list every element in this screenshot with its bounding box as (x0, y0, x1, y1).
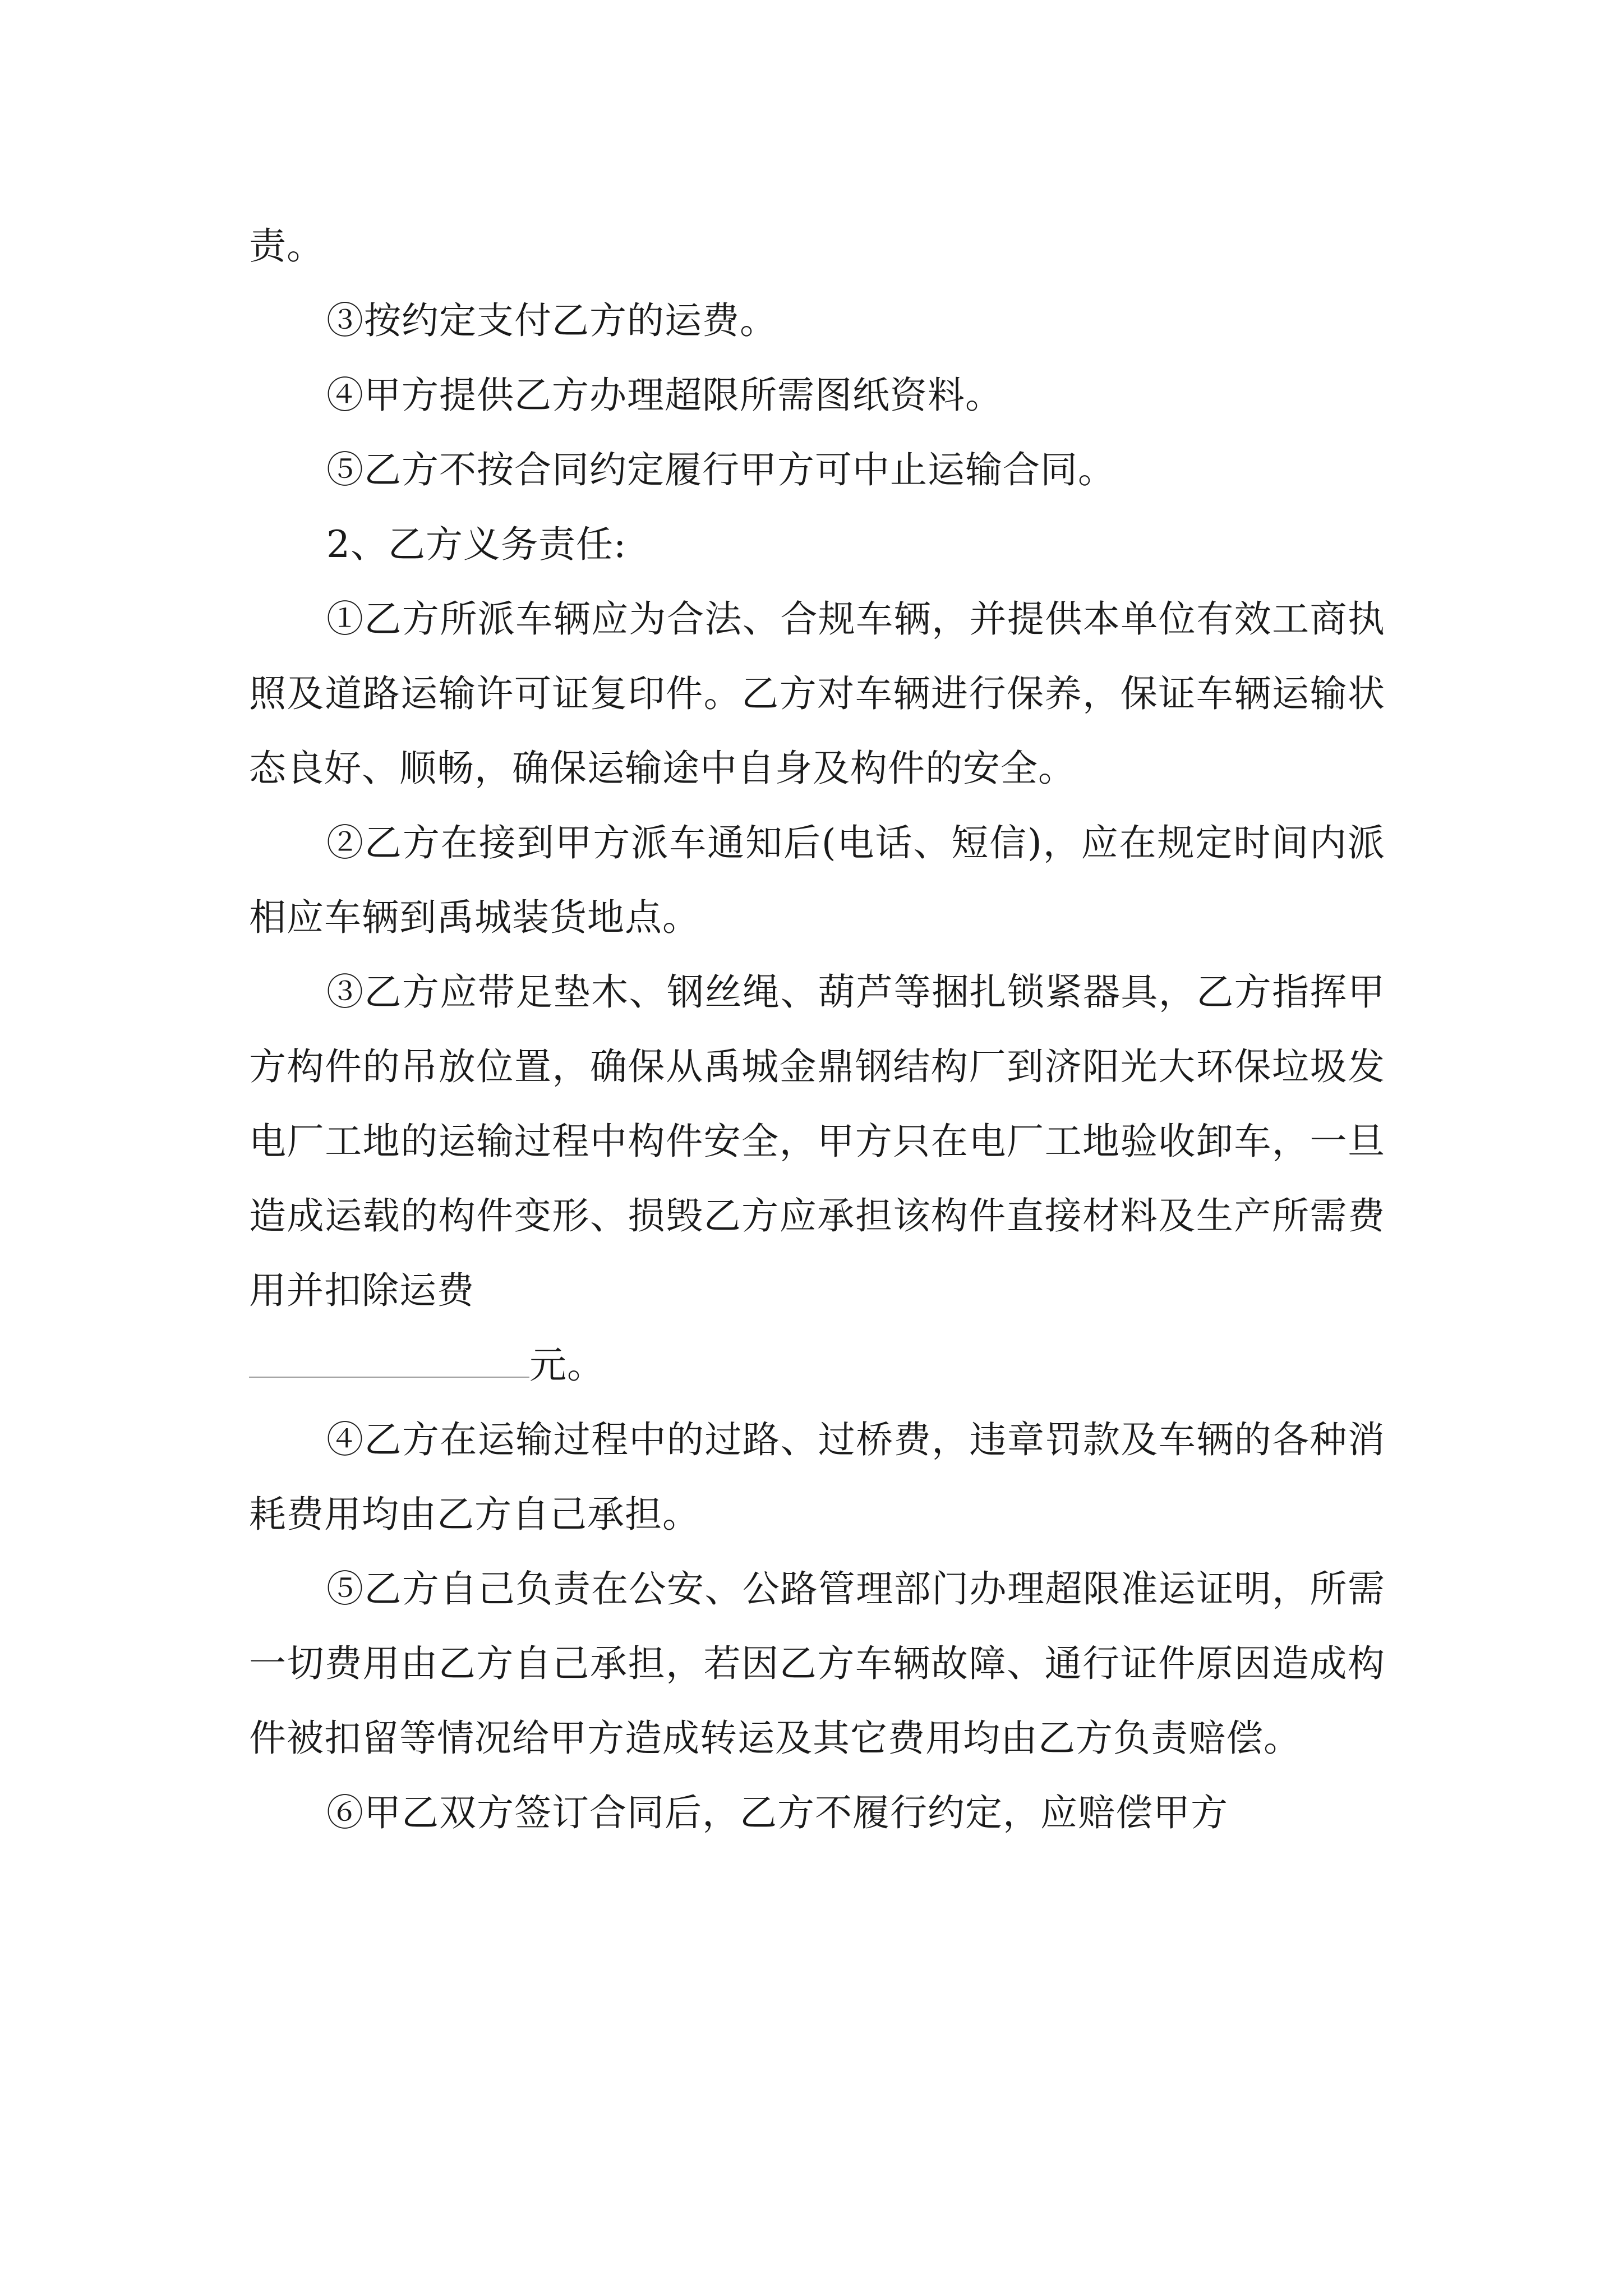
fill-in-blank (249, 1372, 529, 1378)
paragraph-clause-b2-dispatch: ②乙方在接到甲方派车通知后(电话、短信)，应在规定时间内派相应车辆到禹城装货地点。 (249, 821, 1385, 939)
paragraph-clause-a4-drawings: ④甲方提供乙方办理超限所需图纸资料。 (326, 374, 1003, 417)
paragraph-clause-a5-termination: ⑤乙方不按合同约定履行甲方可中止运输合同。 (326, 448, 1115, 491)
paragraph-fee-blank-line (249, 1328, 1385, 1402)
section-heading-party-b-obligations: 2、乙方义务责任: (326, 523, 627, 566)
paragraph-clause-b1-vehicles: ①乙方所派车辆应为合法、合规车辆，并提供本单位有效工商执照及道路运输许可证复印件。乙方对车辆进行保养，保证车辆运输状态良好、顺畅，确保运输途中自身及构件的安全。 (249, 597, 1385, 790)
fee-unit-text: 元。 (529, 1343, 605, 1387)
paragraph-continuation: 责。 (249, 224, 324, 268)
paragraph-clause-b3-safety: ③乙方应带足垫木、钢丝绳、葫芦等捆扎锁紧器具，乙方指挥甲方构件的吊放位置，确保从禹城金鼎钢结构厂到济阳光大环保垃圾发电厂工地的运输过程中构件安全，甲方只在电厂工地验收卸车，一旦造成运载的构件变形、损毁乙方应承担该构件直接材料及生产所需费用并扣除运费 (249, 970, 1385, 1312)
paragraph-clause-a3-payment: ③按约定支付乙方的运费。 (326, 299, 777, 342)
paragraph-clause-b6-breach: ⑥甲乙双方签订合同后，乙方不履行约定，应赔偿甲方 (326, 1791, 1228, 1834)
paragraph-clause-b5-permits: ⑤乙方自己负责在公安、公路管理部门办理超限准运证明，所需一切费用由乙方自己承担，若因乙方车辆故障、通行证件原因造成构件被扣留等情况给甲方造成转运及其它费用均由乙方负责赔偿。 (249, 1567, 1385, 1760)
document-body (249, 209, 1385, 1850)
paragraph-clause-b4-tolls: ④乙方在运输过程中的过路、过桥费，违章罚款及车辆的各种消耗费用均由乙方自己承担。 (249, 1418, 1385, 1536)
